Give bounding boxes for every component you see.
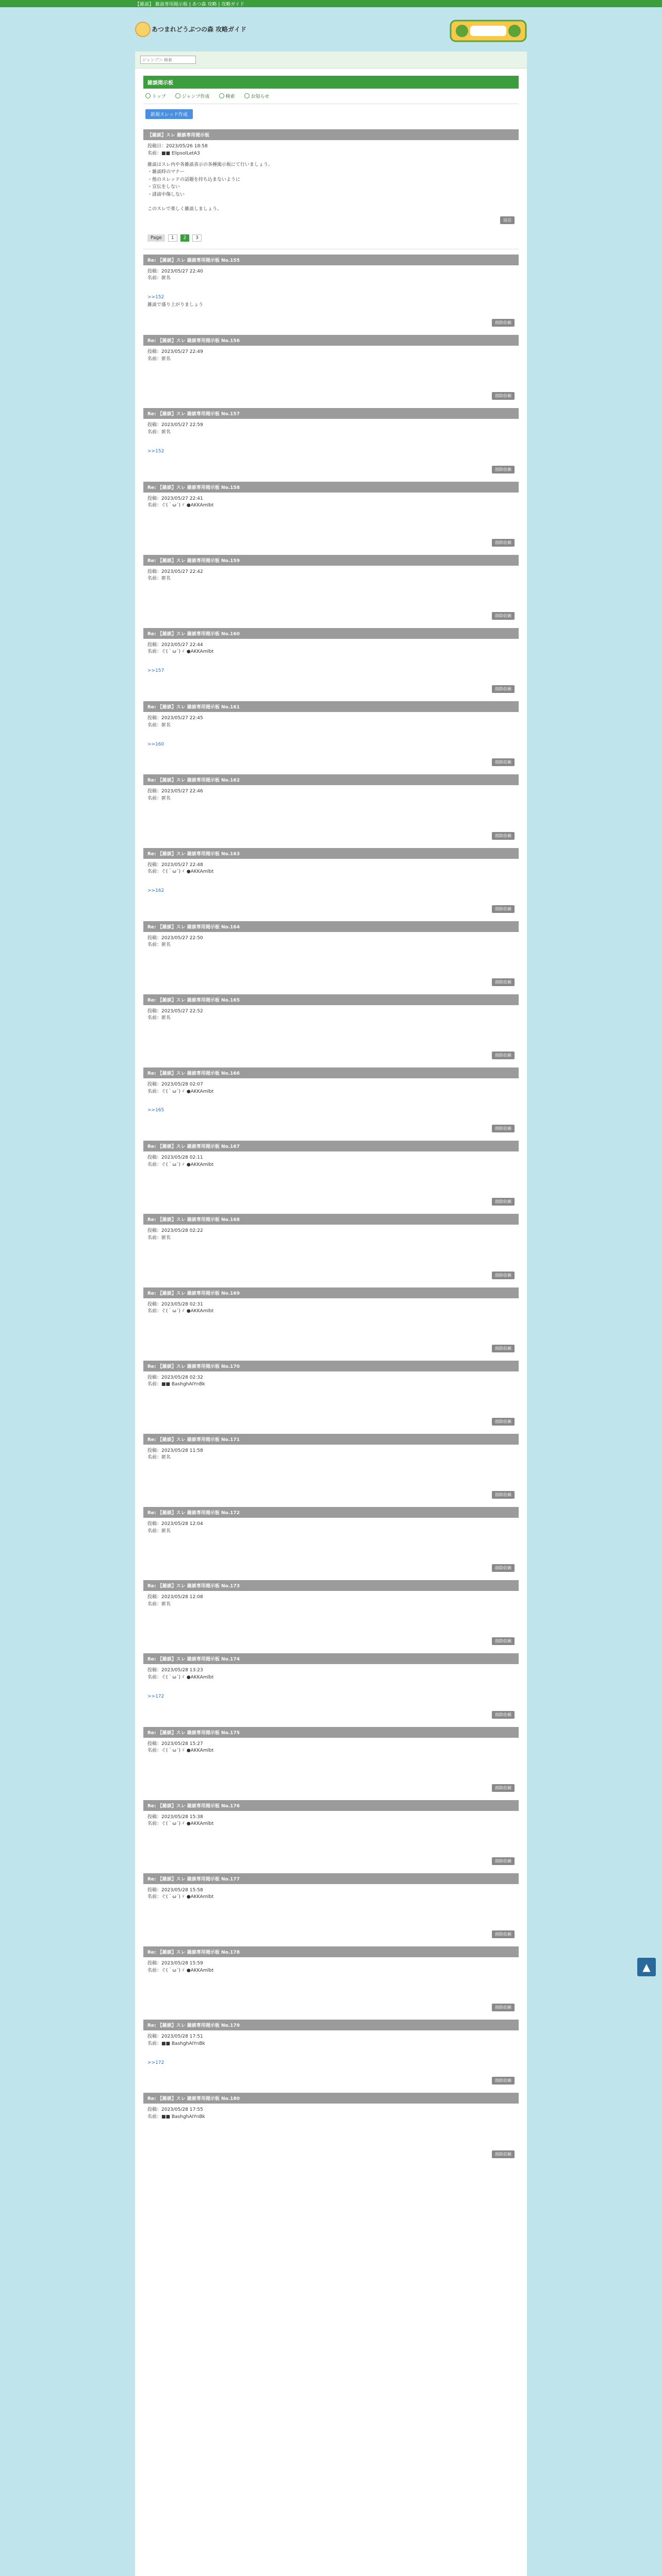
report-button[interactable]: 削除依頼 <box>492 2150 515 2158</box>
post-meta <box>143 419 519 436</box>
post-date: 投稿：2023/05/28 11:58 <box>147 1448 203 1453</box>
post-date: 投稿：2023/05/28 02:22 <box>147 1228 203 1234</box>
post-date: 投稿日：2023/05/26 18:58 <box>147 144 208 149</box>
post-author: 名前：ぐ(｀ω´)ゞ ●AKKAmlbt <box>147 1821 214 1827</box>
nav-search[interactable] <box>219 93 235 99</box>
post-body <box>143 1242 519 1271</box>
reply-anchor-link[interactable]: >>152 <box>147 295 164 300</box>
post-body <box>143 1022 519 1052</box>
post-title: Re: 【雑談】スレ 雑談専用掲示板 No.173 <box>143 1580 519 1591</box>
post-author: 名前：ぐ(｀ω´)ゞ ●AKKAmlbt <box>147 1309 214 1314</box>
list-item <box>143 921 519 989</box>
post-foot <box>143 319 519 330</box>
post-foot <box>143 539 519 550</box>
post-body <box>143 1315 519 1345</box>
report-button[interactable]: 削除依頼 <box>492 1930 515 1938</box>
list-item <box>143 1800 519 1868</box>
post-date: 投稿：2023/05/28 12:04 <box>147 1521 203 1527</box>
post-meta <box>143 859 519 876</box>
list-item <box>143 1507 519 1575</box>
post-foot <box>143 1491 519 1502</box>
post-title: Re: 【雑談】スレ 雑談専用掲示板 No.162 <box>143 774 519 785</box>
list-item <box>143 1727 519 1795</box>
list-item <box>143 701 519 769</box>
post-date: 投稿：2023/05/27 22:46 <box>147 789 203 794</box>
post-foot <box>143 2150 519 2161</box>
report-button[interactable]: 削除依頼 <box>492 832 515 840</box>
post-body <box>143 282 519 319</box>
report-button[interactable]: 削除依頼 <box>492 758 515 766</box>
post-foot <box>143 1198 519 1209</box>
page-link[interactable]: 1 <box>168 234 177 242</box>
post-author: 名前：ぐ(｀ω´)ゞ ●AKKAmlbt <box>147 1089 214 1094</box>
post-author: 名前：匿名 <box>147 1455 171 1461</box>
post-title: Re: 【雑談】スレ 雑談専用掲示板 No.159 <box>143 555 519 566</box>
post-meta <box>143 1151 519 1168</box>
bullet-icon <box>175 93 180 98</box>
post-author: 名前：ぐ(｀ω´)ゞ ●AKKAmlbt <box>147 1894 214 1900</box>
page-link-current[interactable]: 2 <box>180 234 190 242</box>
list-item <box>143 408 519 476</box>
post-body <box>143 1462 519 1491</box>
report-button[interactable]: 削除依頼 <box>492 1857 515 1865</box>
post-date: 投稿：2023/05/28 13:23 <box>147 1668 203 1673</box>
post-meta <box>143 639 519 656</box>
post-body <box>143 1974 519 2004</box>
report-button[interactable]: 削除依頼 <box>492 1564 515 1572</box>
list-item <box>143 994 519 1062</box>
list-item <box>143 1653 519 1721</box>
nav-label: ジャンプ作成 <box>181 94 210 99</box>
post-author: 名前：匿名 <box>147 356 171 362</box>
post-foot <box>143 1930 519 1941</box>
post-body <box>143 583 519 612</box>
post-title: Re: 【雑談】スレ 雑談専用掲示板 No.170 <box>143 1361 519 1371</box>
post-author: 名前：ぐ(｀ω´)ゞ ●AKKAmlbt <box>147 503 214 509</box>
report-button[interactable]: 削除依頼 <box>492 1784 515 1792</box>
board-nav <box>143 89 519 104</box>
post-title: Re: 【雑談】スレ 雑談専用掲示板 No.175 <box>143 1727 519 1738</box>
breadcrumb: 【雑談】 雑談専用掲示板 | あつ森 攻略 | 攻略ガイド <box>135 2 244 7</box>
post-date: 投稿：2023/05/28 17:55 <box>147 2107 203 2113</box>
nav-label: お知らせ <box>251 94 270 99</box>
post-body <box>143 436 519 465</box>
post-author: 名前：ぐ(｀ω´)ゞ ●AKKAmlbt <box>147 869 214 874</box>
list-item <box>143 1434 519 1502</box>
post-author: 名前：匿名 <box>147 722 171 728</box>
list-item <box>143 1214 519 1282</box>
list-item <box>143 1141 519 1209</box>
board-title: 雑談掲示板 <box>143 76 519 89</box>
post-foot <box>143 1052 519 1062</box>
post-date: 投稿：2023/05/28 02:07 <box>147 1082 203 1088</box>
report-button[interactable]: 削除依頼 <box>492 2077 515 2084</box>
report-button[interactable]: 削除依頼 <box>492 978 515 986</box>
post-title: Re: 【雑談】スレ 雑談専用掲示板 No.167 <box>143 1141 519 1151</box>
report-button[interactable]: 削除依頼 <box>492 466 515 473</box>
post-meta <box>143 1884 519 1901</box>
post-title: Re: 【雑談】スレ 雑談専用掲示板 No.179 <box>143 2020 519 2030</box>
search-input[interactable] <box>140 56 196 64</box>
post-meta <box>143 1518 519 1535</box>
post-foot <box>143 216 519 227</box>
list-item <box>143 1580 519 1648</box>
post-foot <box>143 2077 519 2088</box>
post-title: Re: 【雑談】スレ 雑談専用掲示板 No.164 <box>143 921 519 932</box>
post-date: 投稿：2023/05/27 22:41 <box>147 496 203 501</box>
post-body <box>143 949 519 978</box>
post-title: Re: 【雑談】スレ 雑談専用掲示板 No.165 <box>143 994 519 1005</box>
post-meta <box>143 265 519 282</box>
nav-info[interactable] <box>244 93 270 99</box>
post-body <box>143 1828 519 1857</box>
list-item <box>143 1287 519 1355</box>
reply-anchor-link[interactable]: >>162 <box>147 888 164 893</box>
post-author: 名前：■■ BashghAIYnBk <box>147 2041 205 2046</box>
report-button[interactable]: 削除依頼 <box>492 685 515 693</box>
post-date: 投稿：2023/05/28 15:59 <box>147 1961 203 1967</box>
post-title: Re: 【雑談】スレ 雑談専用掲示板 No.163 <box>143 848 519 859</box>
post-author: 名前：匿名 <box>147 576 171 582</box>
post-body <box>143 1095 519 1125</box>
post-date: 投稿：2023/05/27 22:59 <box>147 422 203 428</box>
post-date: 投稿：2023/05/27 22:42 <box>147 569 203 574</box>
post-meta <box>143 2104 519 2121</box>
post-meta <box>143 712 519 729</box>
report-button[interactable]: 削除依頼 <box>492 1637 515 1645</box>
post-body <box>143 510 519 539</box>
post-title: Re: 【雑談】スレ 雑談専用掲示板 No.158 <box>143 482 519 493</box>
list-item <box>143 774 519 842</box>
report-button[interactable]: 削除依頼 <box>492 1345 515 1352</box>
post-date: 投稿：2023/05/28 15:27 <box>147 1741 203 1747</box>
pager <box>143 227 519 249</box>
post-author: 名前：匿名 <box>147 795 171 801</box>
post-date: 投稿：2023/05/27 22:40 <box>147 268 203 274</box>
pager-label: Page <box>147 234 165 242</box>
post-meta <box>143 346 519 363</box>
post-foot <box>143 685 519 696</box>
list-item <box>143 1873 519 1941</box>
post-author: 名前：■■ ElipsolLetA3 <box>147 150 200 156</box>
top-strip <box>0 0 662 7</box>
bullet-icon <box>244 93 250 98</box>
post-author: 名前：ぐ(｀ω´)ゞ ●AKKAmlbt <box>147 1748 214 1754</box>
post-foot <box>143 1857 519 1868</box>
report-button[interactable]: 削除依頼 <box>492 1491 515 1499</box>
report-button[interactable]: 削除依頼 <box>492 1125 515 1132</box>
post-meta <box>143 1811 519 1828</box>
post-foot <box>143 2004 519 2014</box>
post-body: 雑談はスレ内や各雑談表示の各種掲示板にて行いましょう。 ・雑談時のマナー ・他のスレッドの話題を持ち込まないように ・宣伝をしない ・誹謗中傷しない このスレで楽しく雑談しましょう。 <box>147 162 273 212</box>
post-title: Re: 【雑談】スレ 雑談専用掲示板 No.180 <box>143 2093 519 2104</box>
list-item <box>143 335 519 403</box>
post-author: 名前：匿名 <box>147 1528 171 1534</box>
post-foot <box>143 1711 519 1722</box>
post-date: 投稿：2023/05/28 15:58 <box>147 1887 203 1893</box>
post-meta <box>143 140 519 157</box>
report-button[interactable]: 削除依頼 <box>492 1272 515 1279</box>
page-link[interactable]: 3 <box>192 234 202 242</box>
reply-anchor-link[interactable]: >>152 <box>147 448 164 454</box>
post-meta <box>143 1664 519 1681</box>
post-foot <box>143 758 519 769</box>
post-list <box>143 255 519 2161</box>
report-button[interactable]: 削除依頼 <box>492 539 515 547</box>
post-meta <box>143 1078 519 1095</box>
post-body <box>143 1755 519 1784</box>
post-title: Re: 【雑談】スレ 雑談専用掲示板 No.168 <box>143 1214 519 1225</box>
report-button[interactable]: 削除依頼 <box>492 392 515 400</box>
bullet-icon <box>145 93 151 98</box>
post-meta <box>143 566 519 583</box>
list-item <box>143 482 519 550</box>
post-body <box>143 802 519 832</box>
post-title: Re: 【雑談】スレ 雑談専用掲示板 No.157 <box>143 408 519 419</box>
report-button[interactable]: 削除依頼 <box>492 1052 515 1059</box>
post-meta <box>143 1225 519 1242</box>
post-foot <box>143 1345 519 1355</box>
post-title: Re: 【雑談】スレ 雑談専用掲示板 No.161 <box>143 701 519 712</box>
post-body <box>143 876 519 905</box>
post-author: 名前：匿名 <box>147 429 171 435</box>
post-title: Re: 【雑談】スレ 雑談専用掲示板 No.178 <box>143 1946 519 1957</box>
post-title: Re: 【雑談】スレ 雑談専用掲示板 No.172 <box>143 1507 519 1518</box>
post-date: 投稿：2023/05/28 15:38 <box>147 1814 203 1820</box>
post-foot <box>143 1272 519 1282</box>
post-foot <box>143 1418 519 1429</box>
post-meta <box>143 1371 519 1388</box>
list-item <box>143 1067 519 1136</box>
post-date: 投稿：2023/05/28 17:51 <box>147 2034 203 2040</box>
report-button[interactable]: 削除依頼 <box>492 1711 515 1719</box>
post-date: 投稿：2023/05/28 02:31 <box>147 1301 203 1307</box>
post-meta <box>143 785 519 802</box>
post-body <box>143 1608 519 1637</box>
nav-top[interactable] <box>145 93 166 99</box>
post-title: Re: 【雑談】スレ 雑談専用掲示板 No.177 <box>143 1873 519 1884</box>
report-button[interactable]: 削除依頼 <box>492 2004 515 2011</box>
post-author: 名前：ぐ(｀ω´)ゞ ●AKKAmlbt <box>147 649 214 655</box>
report-button[interactable]: 削除依頼 <box>492 319 515 327</box>
list-item <box>143 255 519 330</box>
post-date: 投稿：2023/05/27 22:44 <box>147 642 203 648</box>
arrow-up-icon: ▲ <box>642 1961 651 1973</box>
leaf-logo-icon <box>135 22 151 37</box>
post-body <box>143 2047 519 2077</box>
report-button[interactable]: 削除依頼 <box>492 1198 515 1206</box>
list-item <box>143 2020 519 2088</box>
site-title[interactable]: あつまれどうぶつの森 攻略ガイド <box>152 26 246 33</box>
post-meta <box>143 1957 519 1974</box>
post-author: 名前：匿名 <box>147 1015 171 1021</box>
post-title: Re: 【雑談】スレ 雑談専用掲示板 No.174 <box>143 1653 519 1664</box>
report-button[interactable]: 削除依頼 <box>492 1418 515 1426</box>
thread-title: 【雑談】スレ 雑談専用掲示板 <box>143 129 519 140</box>
post-body <box>143 729 519 758</box>
post-date: 投稿：2023/05/28 02:11 <box>147 1155 203 1161</box>
post-date: 投稿：2023/05/27 22:48 <box>147 862 203 868</box>
search-bar <box>135 52 527 69</box>
post-body <box>143 1681 519 1710</box>
list-item <box>143 555 519 623</box>
post-date: 投稿：2023/05/27 22:50 <box>147 935 203 941</box>
list-item <box>143 628 519 696</box>
post-meta <box>143 932 519 949</box>
post-title: Re: 【雑談】スレ 雑談専用掲示板 No.155 <box>143 255 519 265</box>
post-foot <box>143 832 519 843</box>
thread-opener <box>143 129 519 227</box>
post-foot <box>143 1125 519 1136</box>
post-date: 投稿：2023/05/27 22:45 <box>147 716 203 721</box>
post-meta <box>143 2030 519 2047</box>
scroll-to-top-button[interactable] <box>637 1958 656 1976</box>
post-author: 名前：ぐ(｀ω´)ゞ ●AKKAmlbt <box>147 1968 214 1973</box>
post-author: 名前：匿名 <box>147 276 171 281</box>
post-foot <box>143 612 519 623</box>
game-logo[interactable] <box>450 16 527 45</box>
reply-anchor-link[interactable]: >>157 <box>147 668 164 674</box>
post-date: 投稿：2023/05/27 22:52 <box>147 1008 203 1014</box>
post-title: Re: 【雑談】スレ 雑談専用掲示板 No.176 <box>143 1800 519 1811</box>
post-foot <box>143 905 519 916</box>
post-foot <box>143 978 519 989</box>
post-author: 名前：■■ BashghAIYnBk <box>147 1382 205 1387</box>
post-meta <box>143 1591 519 1608</box>
post-meta <box>143 1298 519 1315</box>
new-thread-button[interactable]: 新規スレッド作成 <box>145 109 193 119</box>
list-item <box>143 848 519 916</box>
post-author: 名前：匿名 <box>147 1235 171 1241</box>
post-body <box>143 1535 519 1564</box>
post-meta <box>143 1005 519 1022</box>
post-author: 名前：■■ BashghAIYnBk <box>147 2114 205 2120</box>
board <box>135 69 527 2161</box>
report-button[interactable]: 削除依頼 <box>492 905 515 913</box>
reply-button[interactable]: 返信 <box>500 216 515 224</box>
post-foot <box>143 1784 519 1795</box>
list-item <box>143 1946 519 2014</box>
reply-anchor-link[interactable]: >>172 <box>147 1693 164 1699</box>
post-body <box>143 656 519 685</box>
post-date: 投稿：2023/05/28 02:32 <box>147 1375 203 1380</box>
reply-anchor-link[interactable]: >>165 <box>147 1108 164 1113</box>
post-title: Re: 【雑談】スレ 雑談専用掲示板 No.166 <box>143 1067 519 1078</box>
post-foot <box>143 466 519 477</box>
post-foot <box>143 1564 519 1575</box>
post-author: 名前：ぐ(｀ω´)ゞ ●AKKAmlbt <box>147 1674 214 1680</box>
post-author: 名前：匿名 <box>147 942 171 948</box>
post-body <box>143 1388 519 1418</box>
post-meta <box>143 1738 519 1755</box>
nav-label: 検索 <box>225 94 235 99</box>
site-header <box>135 7 527 52</box>
post-author: 名前：ぐ(｀ω´)ゞ ●AKKAmlbt <box>147 1162 214 1167</box>
reply-anchor-link[interactable]: >>160 <box>147 741 164 747</box>
post-title: Re: 【雑談】スレ 雑談専用掲示板 No.160 <box>143 628 519 639</box>
post-meta <box>143 493 519 510</box>
post-body <box>143 1901 519 1930</box>
post-title: Re: 【雑談】スレ 雑談専用掲示板 No.171 <box>143 1434 519 1445</box>
post-body <box>143 363 519 392</box>
post-foot <box>143 1637 519 1648</box>
reply-anchor-link[interactable]: >>172 <box>147 2060 164 2065</box>
post-foot <box>143 392 519 403</box>
post-date: 投稿：2023/05/28 12:08 <box>147 1595 203 1600</box>
post-author: 名前：匿名 <box>147 1601 171 1607</box>
post-title: Re: 【雑談】スレ 雑談専用掲示板 No.169 <box>143 1287 519 1298</box>
post-body <box>143 1168 519 1198</box>
post-text: 雑談で盛り上がりましょう <box>147 302 204 308</box>
list-item <box>143 1361 519 1429</box>
post-title: Re: 【雑談】スレ 雑談専用掲示板 No.156 <box>143 335 519 346</box>
post-date: 投稿：2023/05/27 22:49 <box>147 349 203 355</box>
post-meta <box>143 1445 519 1462</box>
list-item <box>143 2093 519 2161</box>
bullet-icon <box>219 93 224 98</box>
post-body <box>143 2121 519 2150</box>
report-button[interactable]: 削除依頼 <box>492 612 515 620</box>
nav-label: トップ <box>152 94 166 99</box>
page-content <box>135 52 527 2576</box>
nav-create[interactable] <box>175 93 210 99</box>
